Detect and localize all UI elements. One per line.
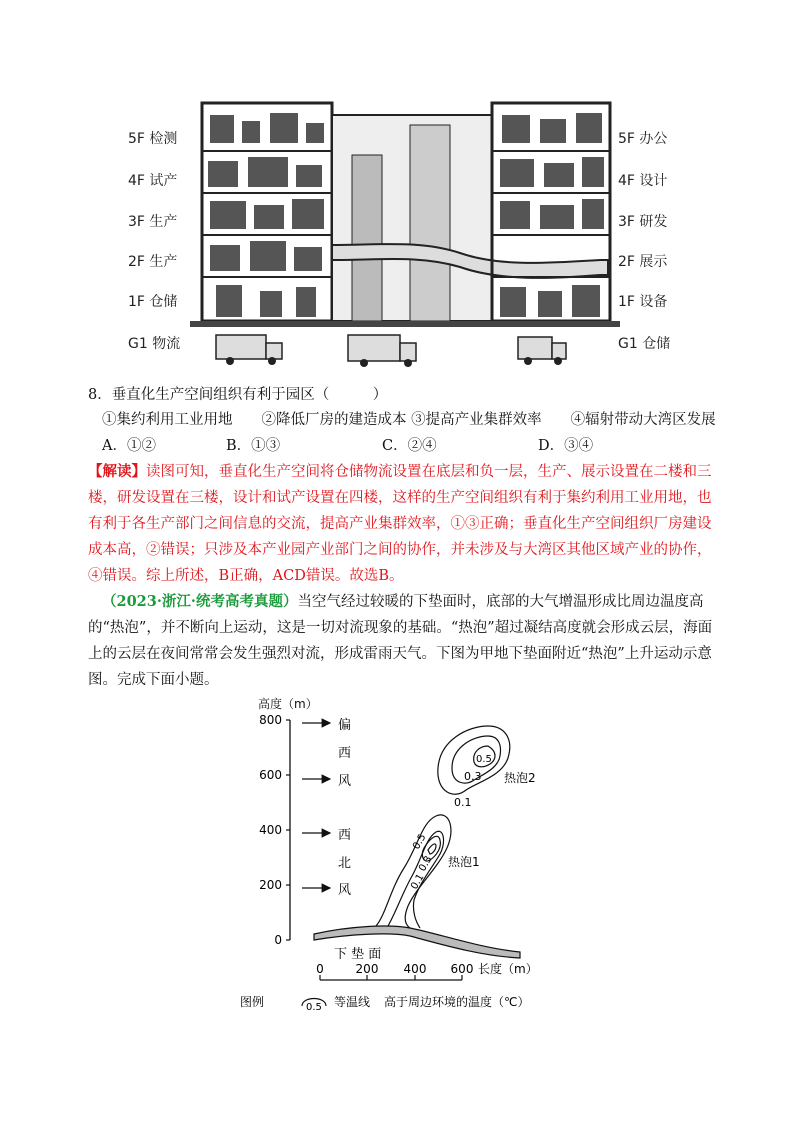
question-stem: 8．垂直化生产空间组织有利于园区（ ） xyxy=(88,387,388,403)
wind-label: 风 xyxy=(338,883,352,898)
question-source: （2023·浙江·统考高考真题） xyxy=(102,593,298,610)
isotherm-label: 0.1 xyxy=(454,796,472,809)
x-tick-label: 200 xyxy=(355,962,379,976)
left-floor-label: 5F 检测 xyxy=(128,131,178,147)
y-tick-label: 0 xyxy=(274,933,282,947)
option-a: A．①② xyxy=(102,438,156,454)
left-floor-label: 4F 试产 xyxy=(128,173,178,189)
x-tick-label: 400 xyxy=(403,962,427,976)
surface-label: 下 垫 面 xyxy=(334,947,382,962)
left-floor-label: 3F 生产 xyxy=(128,214,178,230)
isotherm-label: 0.5 xyxy=(476,754,492,765)
bubble2-label: 热泡2 xyxy=(504,771,536,785)
wind-label: 风 xyxy=(338,774,352,789)
wind-label: 西 xyxy=(338,828,352,843)
wind-label: 西 xyxy=(338,746,352,761)
wind-label: 偏 xyxy=(338,718,352,733)
isotherm-label: 0.3 xyxy=(464,770,482,783)
right-floor-label: 2F 展示 xyxy=(618,254,668,270)
explanation-text: 读图可知，垂直化生产空间将仓储物流设置在底层和负一层，生产、展示设置在二楼和三楼，研发设置在三楼，设计和试产设置在四楼，这样的生产空间组织有利于集约利用工业用地，也有利于各生产部门之间信息的交流，提高产业集群效率，①③正确；垂直化生产空间组织厂房建设成本高，②错误；只涉及本产业园产业部门之间的协作，并未涉及与大湾区其他区域产业的协作，④错误。综上所述，B正确，ACD错误。故选B。 xyxy=(88,464,712,584)
thermal-bubble-1 xyxy=(376,815,451,928)
option-d: D．③④ xyxy=(538,438,594,454)
thermal-diagram xyxy=(240,690,580,1020)
y-axis-label: 高度（m） xyxy=(258,697,318,711)
explanation-tag: 【解读】 xyxy=(88,463,146,480)
x-axis-label: 长度（m） xyxy=(478,962,538,976)
left-floor-label: 2F 生产 xyxy=(128,254,178,270)
question-intro xyxy=(88,589,716,693)
legend-desc: 高于周边环境的温度（℃） xyxy=(384,995,530,1009)
legend-title: 图例 xyxy=(240,995,265,1009)
thermal-figure xyxy=(240,690,580,1020)
wind-label: 北 xyxy=(338,856,352,871)
factory-illustration xyxy=(120,95,700,375)
option-b: B．①③ xyxy=(226,438,281,454)
x-tick-label: 0 xyxy=(316,962,324,976)
left-floor-label: 1F 仓储 xyxy=(128,294,178,310)
intro-text: 当空气经过较暖的下垫面时，底部的大气增温形成比周边温度高的“热泡”，并不断向上运动，这是一切对流现象的基础。“热泡”超过凝结高度就会形成云层，海面上的云层在夜间常常会发生强烈对流，形成雷雨天气。下图为甲地下垫面附近“热泡”上升运动示意图。完成下面小题。 xyxy=(88,594,713,688)
right-floor-label: 4F 设计 xyxy=(618,173,668,189)
right-floor-label: 3F 研发 xyxy=(618,214,668,230)
isotherm-label: 0.1 xyxy=(409,872,427,892)
option-c: C．②④ xyxy=(382,438,437,454)
left-floor-label: G1 物流 xyxy=(128,336,181,352)
legend-isotherm: 等温线 xyxy=(334,995,371,1009)
legend-sample: 0.5 xyxy=(306,1002,322,1013)
y-tick-label: 600 xyxy=(259,768,282,782)
bubble1-label: 热泡1 xyxy=(448,855,480,869)
right-floor-label: 1F 设备 xyxy=(618,294,668,310)
isotherm-label: 0.3 xyxy=(417,854,435,874)
x-tick-label: 600 xyxy=(450,962,474,976)
right-floor-label: G1 仓储 xyxy=(618,336,671,352)
thermal-bubble-2 xyxy=(438,726,510,794)
y-tick-label: 200 xyxy=(259,878,282,892)
isotherm-label: 0.5 xyxy=(411,832,429,852)
y-tick-label: 800 xyxy=(259,713,282,727)
question-statements: ①集约利用工业用地 ②降低厂房的建造成本 ③提高产业集群效率 ④辐射带动大湾区发展 xyxy=(102,412,716,428)
factory-figure xyxy=(120,95,700,375)
y-tick-label: 400 xyxy=(259,823,282,837)
answer-explanation xyxy=(88,459,716,589)
right-floor-label: 5F 办公 xyxy=(618,131,668,147)
